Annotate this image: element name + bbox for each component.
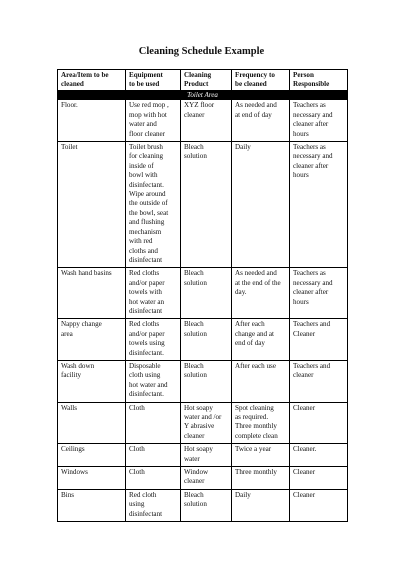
cell-frequency — [232, 142, 290, 268]
cell-frequency — [232, 467, 290, 490]
table-row — [58, 489, 348, 521]
cell-product — [181, 268, 232, 319]
cell-text: Windows — [61, 468, 88, 477]
cell-text: cloth using — [129, 371, 161, 380]
cell-text: Cloth — [129, 468, 145, 477]
cell-text: Cleaner — [293, 490, 316, 499]
cell-text: disinfectant — [129, 509, 163, 518]
cell-text: bowl with — [129, 171, 158, 180]
cell-text: Red cloths — [129, 320, 160, 329]
cell-text: Y abrasive — [184, 422, 215, 431]
cell-text: Teachers and — [293, 320, 331, 329]
cell-text: solution — [184, 278, 207, 287]
cell-text: change and at — [235, 329, 274, 338]
header-person: Person Responsible — [290, 70, 348, 91]
cell-product — [181, 319, 232, 361]
cell-text: solution — [184, 371, 207, 380]
header-area: Area/Item to be cleaned — [58, 70, 126, 91]
cell-text: Bins — [61, 490, 75, 499]
cell-text: necessary and — [293, 152, 333, 161]
cell-person — [290, 100, 348, 142]
cell-text: Red cloths — [129, 269, 160, 278]
cell-text: water and — [129, 120, 157, 129]
cell-equipment — [126, 467, 181, 490]
cell-text: and/or paper — [129, 329, 165, 338]
cell-text: and/or paper — [129, 278, 165, 287]
cell-text: Cleaner — [293, 329, 316, 338]
cell-text: Cloth — [129, 445, 145, 454]
cell-product — [181, 402, 232, 444]
cell-text: area — [61, 329, 73, 338]
cell-frequency — [232, 319, 290, 361]
header-product: Cleaning Product — [181, 70, 232, 91]
cell-area — [58, 100, 126, 142]
cell-text: disinfectant — [129, 306, 163, 315]
cell-frequency — [232, 444, 290, 467]
table-row — [58, 360, 348, 402]
cell-product — [181, 467, 232, 490]
cell-text: After each use — [235, 361, 276, 370]
cell-frequency — [232, 360, 290, 402]
cell-text: Cleaner — [293, 468, 316, 477]
section-row — [58, 91, 348, 100]
section-label: Toilet Area — [58, 91, 348, 100]
cell-text: Toilet — [61, 143, 78, 152]
cell-text: hot water and — [129, 380, 168, 389]
cell-equipment — [126, 489, 181, 521]
cell-text: solution — [184, 152, 207, 161]
cell-text: Teachers as — [293, 143, 326, 152]
cell-equipment — [126, 444, 181, 467]
cell-equipment — [126, 268, 181, 319]
cell-area — [58, 444, 126, 467]
cell-equipment — [126, 360, 181, 402]
cell-text: disinfectant. — [129, 180, 164, 189]
cell-frequency — [232, 489, 290, 521]
cell-text: As needed and — [235, 269, 277, 278]
cell-text: Daily — [235, 490, 251, 499]
table-row — [58, 268, 348, 319]
table-row — [58, 402, 348, 444]
cell-text: the outside of — [129, 199, 168, 208]
cell-person — [290, 268, 348, 319]
cell-person — [290, 444, 348, 467]
cell-text: at the end of the — [235, 278, 281, 287]
cell-text: disinfectant. — [129, 348, 164, 357]
cell-text: using — [129, 500, 145, 509]
cell-text: the bowl, seat — [129, 208, 169, 217]
cell-product — [181, 444, 232, 467]
cell-text: Wash hand basins — [61, 269, 112, 278]
cell-area — [58, 142, 126, 268]
cell-text: Nappy change — [61, 320, 102, 329]
cell-text: Use red mop , — [129, 101, 169, 110]
cell-text: Bleach — [184, 320, 204, 329]
cell-person — [290, 319, 348, 361]
cell-text: Teachers as — [293, 101, 326, 110]
cell-text: XYZ floor — [184, 101, 215, 110]
cell-equipment — [126, 319, 181, 361]
cell-text: cleaner after — [293, 161, 329, 170]
cleaning-schedule-table — [57, 69, 348, 522]
cell-text: Three monthly — [235, 422, 277, 431]
cell-text: facility — [61, 371, 82, 380]
cell-text: floor cleaner — [129, 129, 166, 138]
cell-text: with red — [129, 237, 153, 246]
table-row — [58, 444, 348, 467]
cell-text: towels with — [129, 288, 162, 297]
cell-text: Daily — [235, 143, 251, 152]
cell-text: Ceilings — [61, 445, 85, 454]
cell-text: for cleaning — [129, 152, 164, 161]
cell-text: hours — [293, 171, 309, 180]
cell-text: cleaner — [184, 110, 205, 119]
cell-text: Spot cleaning — [235, 403, 274, 412]
cell-text: Toilet brush — [129, 143, 163, 152]
cell-frequency — [232, 402, 290, 444]
cell-text: cleaner after — [293, 288, 329, 297]
cell-text: Wipe around — [129, 190, 166, 199]
table-row — [58, 467, 348, 490]
cell-frequency — [232, 100, 290, 142]
cell-area — [58, 319, 126, 361]
cell-text: Cloth — [129, 403, 145, 412]
cell-text: cleaner after — [293, 120, 329, 129]
cell-text: cleaner — [184, 477, 205, 486]
cell-text: Cleaner — [293, 403, 316, 412]
cell-text: hot water an — [129, 297, 165, 306]
cell-person — [290, 402, 348, 444]
cell-product — [181, 100, 232, 142]
cell-area — [58, 360, 126, 402]
header-equipment: Equipment to be used — [126, 70, 181, 91]
cell-text: cleaner — [184, 431, 205, 440]
cell-product — [181, 142, 232, 268]
cell-text: Teachers and — [293, 361, 331, 370]
cell-text: hours — [293, 297, 309, 306]
cell-text: complete clean — [235, 431, 278, 440]
cell-frequency — [232, 268, 290, 319]
cell-text: water — [184, 454, 200, 463]
cell-text: Bleach — [184, 490, 204, 499]
cell-text: as required. — [235, 413, 269, 421]
cell-text: necessary and — [293, 110, 333, 119]
cell-person — [290, 360, 348, 402]
cell-text: mop with hot — [129, 110, 167, 119]
cell-area — [58, 467, 126, 490]
table-row — [58, 100, 348, 142]
cell-text: and flushing — [129, 218, 165, 227]
cell-product — [181, 360, 232, 402]
cell-text: Hot soapy — [184, 445, 213, 454]
cell-text: cleaner — [293, 371, 314, 380]
cell-text: solution — [184, 329, 207, 338]
header-row — [58, 70, 348, 91]
cell-text: water and /or — [184, 413, 222, 421]
cell-text: As needed and — [235, 101, 277, 110]
cell-text: Red cloth — [129, 490, 157, 499]
cell-text: Twice a year — [235, 445, 272, 454]
cell-text: day. — [235, 288, 247, 297]
cell-text: Floor. — [61, 101, 78, 110]
cell-equipment — [126, 100, 181, 142]
cell-text: Bleach — [184, 361, 204, 370]
cell-text: Walls — [61, 403, 77, 412]
cell-text: at end of day — [235, 110, 272, 119]
cell-person — [290, 489, 348, 521]
cell-equipment — [126, 142, 181, 268]
cell-text: necessary and — [293, 278, 333, 287]
cell-text: Disposable — [129, 361, 161, 370]
cell-text: Window — [184, 468, 209, 477]
cell-product — [181, 489, 232, 521]
cell-text: mechanism — [129, 227, 162, 236]
cell-text: end of day — [235, 339, 265, 348]
page-title: Cleaning Schedule Example — [138, 46, 265, 57]
cell-text: Teachers as — [293, 269, 326, 278]
cell-text: Bleach — [184, 269, 204, 278]
cell-text: Three monthly — [235, 468, 277, 477]
cell-text: inside of — [129, 161, 154, 170]
cell-text: solution — [184, 500, 207, 509]
cell-equipment — [126, 402, 181, 444]
cell-area — [58, 489, 126, 521]
cell-text: Cleaner. — [293, 445, 317, 454]
cell-person — [290, 467, 348, 490]
cell-text: hours — [293, 129, 309, 138]
cell-text: Wash down — [61, 361, 95, 370]
table-row — [58, 319, 348, 361]
cell-person — [290, 142, 348, 268]
cell-text: towels using — [129, 339, 165, 348]
cell-text: Bleach — [184, 143, 204, 152]
cell-text: After each — [235, 320, 265, 329]
header-frequency: Frequency to be cleaned — [232, 70, 290, 91]
cell-area — [58, 268, 126, 319]
cell-text: disinfectant — [129, 255, 163, 264]
cell-text: cloths and — [129, 246, 158, 255]
cell-text: Hot soapy — [184, 403, 213, 412]
cell-text: disinfectant. — [129, 390, 164, 399]
table-row — [58, 142, 348, 268]
cell-area — [58, 402, 126, 444]
